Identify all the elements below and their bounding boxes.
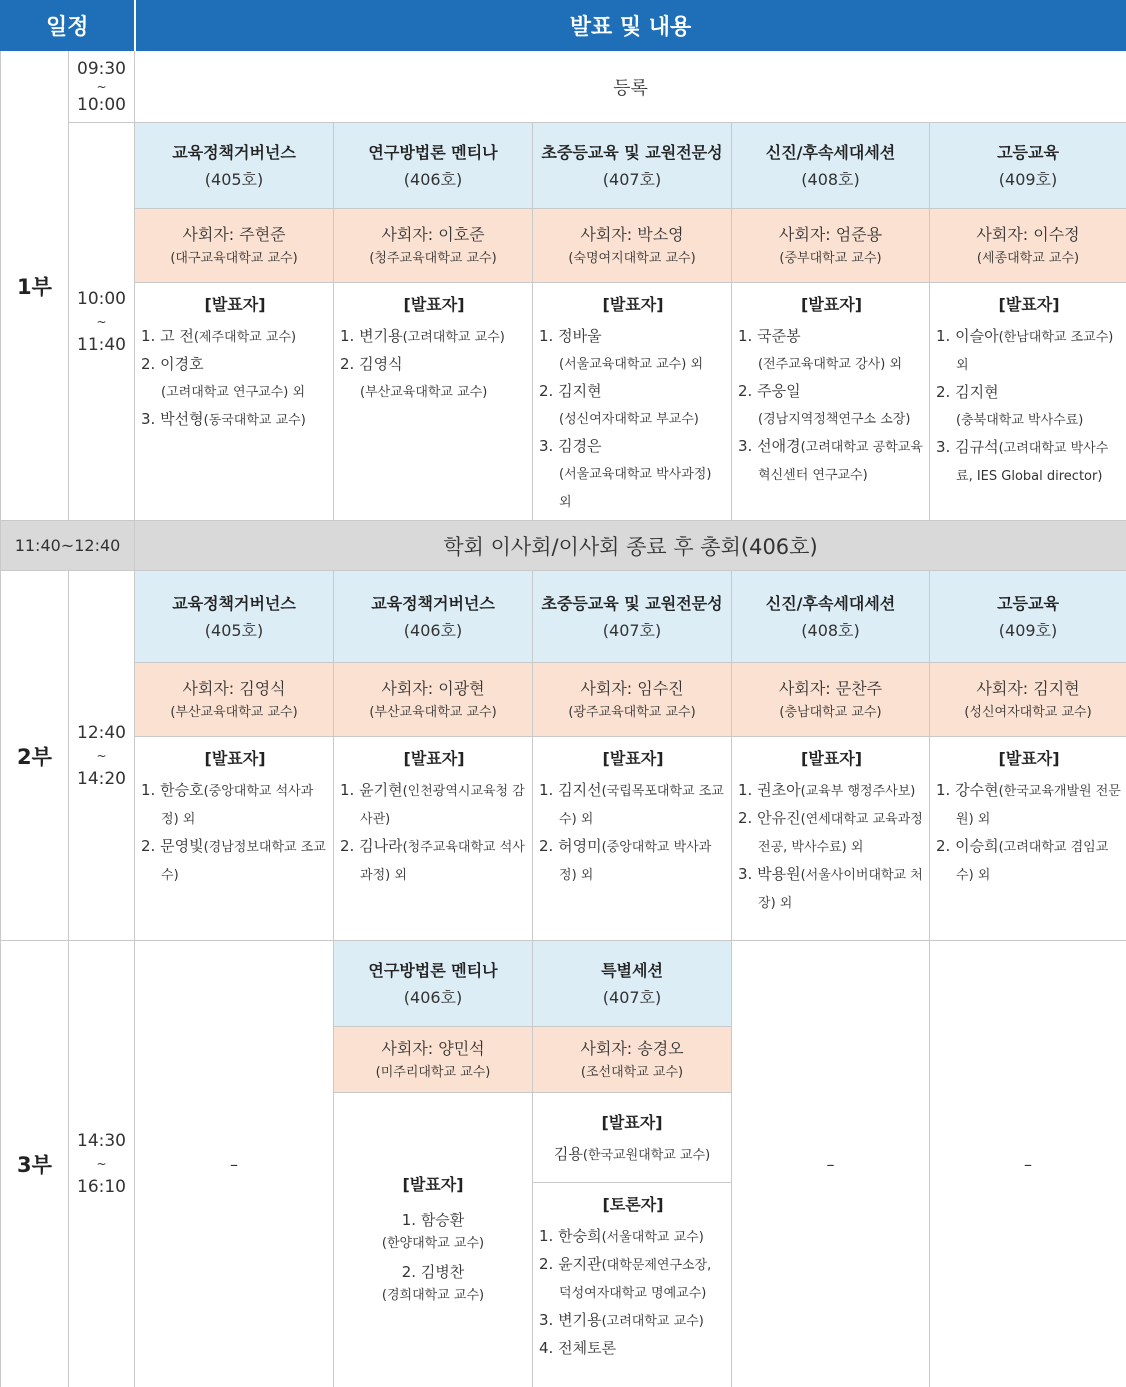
moderator-cell: 사회자: 이수정 (세종대학교 교수) (930, 209, 1126, 283)
presenter-item: 1. 변기용(고려대학교 교수) (340, 327, 505, 345)
moderator-cell: 사회자: 박소영 (숙명여지대학교 교수) (533, 209, 732, 283)
presenter-item: 김용(한국교원대학교 교수) (553, 1144, 711, 1163)
session-header: 특별세션 (407호) (533, 941, 732, 1027)
moderator-cell: 사회자: 송경오 (조선대학교 교수) (533, 1027, 732, 1093)
moderator-cell: 사회자: 이광현 (부산교육대학교 교수) (334, 663, 533, 737)
session-header: 연구방법론 멘티나 (406호) (334, 123, 533, 209)
presenter-cell: [발표자] 1. 권초아(교육부 행정주사보) 2. 안유진(연세대학교 교육과정 전공, 박사수료) 외 3. 박용원(서울사이버대학교 처장) 외 (732, 737, 930, 941)
part1-label: 1부 (1, 51, 69, 521)
presenter-item: 3. 선애경(고려대학교 공학교육혁신센터 연구교수) (738, 437, 923, 483)
presenter-item: 2. 허영미(중앙대학교 박사과정) 외 (539, 837, 712, 883)
part3-label: 3부 (1, 941, 69, 1387)
session-header: 고등교육 (409호) (930, 123, 1126, 209)
empty-session-cell: – (135, 941, 334, 1387)
part2-label: 2부 (1, 571, 69, 941)
presenter-item: 2. 안유진(연세대학교 교육과정 전공, 박사수료) 외 (738, 809, 923, 855)
break-text: 학회 이사회/이사회 종료 후 총회(406호) (135, 521, 1126, 571)
moderator-cell: 사회자: 엄준용 (중부대학교 교수) (732, 209, 930, 283)
moderator-cell: 사회자: 김지현 (성신여자대학교 교수) (930, 663, 1126, 737)
session-header: 교육정책거버넌스 (405호) (135, 123, 334, 209)
moderator-cell: 사회자: 양민석 (미주리대학교 교수) (334, 1027, 533, 1093)
discussant-item: 2. 윤지관(대학문제연구소장, 덕성여자대학교 명예교수) (539, 1255, 712, 1301)
moderator-cell: 사회자: 문찬주 (충남대학교 교수) (732, 663, 930, 737)
presenter-cell: [발표자] 1. 함승환 (한양대학교 교수) 2. 김병찬 (경희대학교 교수) (334, 1093, 533, 1387)
session-header: 신진/후속세대세션 (408호) (732, 571, 930, 663)
session-header: 신진/후속세대세션 (408호) (732, 123, 930, 209)
part1-reg-time: 09:30 ~ 10:00 (69, 51, 135, 123)
presenter-cell: [발표자] 1. 이슬아(한남대학교 조교수) 외 2. 김지현 (충북대학교 박사수료) 3. 김규석(고려대학교 박사수료, IES Global director) (930, 283, 1126, 521)
presenter-cell: [발표자] 1. 정바울 (서울교육대학교 교수) 외 2. 김지현 (성신여자대학교 부교수) 3. 김경은 (서울교육대학교 박사과정) 외 (533, 283, 732, 521)
presenter-item: 3. 김규석(고려대학교 박사수료, IES Global director) (936, 438, 1109, 484)
discussant-cell: [토론자] 1. 한숭희(서울대학교 교수) 2. 윤지관(대학문제연구소장, 덕성여자대학교 명예교수) 3. 변기용(고려대학교 교수) 4. 전체토론 (533, 1183, 732, 1387)
presenter-cell: [발표자] 1. 고 전(제주대학교 교수) 2. 이경호 (고려대학교 연구교수) 외 3. 박선형(동국대학교 교수) (135, 283, 334, 521)
presenter-cell: [발표자] 1. 변기용(고려대학교 교수) 2. 김영식 (부산교육대학교 교수) (334, 283, 533, 521)
discussant-item: 4. 전체토론 (539, 1339, 617, 1357)
discussant-item: 3. 변기용(고려대학교 교수) (539, 1311, 704, 1329)
presenter-cell: [발표자] 1. 한승호(중앙대학교 석사과정) 외 2. 문영빛(경남정보대학교 조교수) (135, 737, 334, 941)
presenter-item: 2. 이경호 (고려대학교 연구교수) 외 (141, 355, 306, 400)
moderator-cell: 사회자: 임수진 (광주교육대학교 교수) (533, 663, 732, 737)
presenter-item: 1. 정바울 (서울교육대학교 교수) 외 (539, 327, 704, 372)
session-header: 초중등교육 및 교원전문성 (407호) (533, 123, 732, 209)
part1-time: 10:00 ~ 11:40 (69, 123, 135, 521)
presenter-item: 2. 김영식 (부산교육대학교 교수) (340, 355, 488, 400)
presenter-item: 2. 김지현 (충북대학교 박사수료) (936, 383, 1084, 428)
discussant-item: 1. 한숭희(서울대학교 교수) (539, 1227, 704, 1245)
presenter-item: 1. 한승호(중앙대학교 석사과정) 외 (141, 781, 314, 827)
moderator-cell: 사회자: 김영식 (부산교육대학교 교수) (135, 663, 334, 737)
presenter-item: 1. 김지선(국립목포대학교 조교수) 외 (539, 781, 724, 827)
header-schedule: 일정 (1, 1, 135, 51)
presenter-item: 2. 이승희(고려대학교 겸임교수) 외 (936, 837, 1109, 883)
presenter-cell: [발표자] 1. 국준봉 (전주교육대학교 강사) 외 2. 주웅일 (경남지역정책연구소 소장) 3. 선애경(고려대학교 공학교육혁신센터 연구교수) (732, 283, 930, 521)
presenter-item: 3. 박선형(동국대학교 교수) (141, 410, 306, 428)
presenter-item: 1. 국준봉 (전주교육대학교 강사) 외 (738, 327, 903, 372)
presenter-item: 2. 주웅일 (경남지역정책연구소 소장) (738, 382, 911, 427)
registration-cell: 등록 (135, 51, 1126, 123)
part3-time: 14:30 ~ 16:10 (69, 941, 135, 1387)
moderator-cell: 사회자: 이호준 (청주교육대학교 교수) (334, 209, 533, 283)
session-header: 교육정책거버넌스 (406호) (334, 571, 533, 663)
presenter-item: 1. 권초아(교육부 행정주사보) (738, 781, 916, 799)
header-content: 발표 및 내용 (135, 1, 1126, 51)
moderator-cell: 사회자: 주현준 (대구교육대학교 교수) (135, 209, 334, 283)
presenter-cell: [발표자] 1. 김지선(국립목포대학교 조교수) 외 2. 허영미(중앙대학교 박사과정) 외 (533, 737, 732, 941)
presenter-item: 2. 김나라(청주교육대학교 석사과정) 외 (340, 837, 525, 883)
presenter-item: 2. 문영빛(경남정보대학교 조교수) (141, 837, 326, 883)
presenter-item: 1. 함승환 (401, 1211, 465, 1230)
presenter-item: 3. 김경은 (서울교육대학교 박사과정) 외 (539, 437, 712, 510)
presenter-item: 3. 박용원(서울사이버대학교 처장) 외 (738, 865, 923, 911)
presenter-item: 2. 김병찬 (401, 1263, 465, 1282)
presenter-cell: [발표자] 김용(한국교원대학교 교수) (533, 1093, 732, 1183)
part2-time: 12:40 ~ 14:20 (69, 571, 135, 941)
presenter-item: 1. 강수현(한국교육개발원 전문원) 외 (936, 781, 1121, 827)
presenter-item: 1. 고 전(제주대학교 교수) (141, 327, 297, 345)
session-header: 초중등교육 및 교원전문성 (407호) (533, 571, 732, 663)
presenter-item: 1. 윤기현(인천광역시교육청 감사관) (340, 781, 525, 827)
presenter-cell: [발표자] 1. 강수현(한국교육개발원 전문원) 외 2. 이승희(고려대학교 겸임교수) 외 (930, 737, 1126, 941)
session-header: 고등교육 (409호) (930, 571, 1126, 663)
empty-session-cell: – (732, 941, 930, 1387)
presenter-item: 1. 이슬아(한남대학교 조교수) 외 (936, 327, 1114, 373)
empty-session-cell: – (930, 941, 1126, 1387)
presenter-cell: [발표자] 1. 윤기현(인천광역시교육청 감사관) 2. 김나라(청주교육대학교 석사과정) 외 (334, 737, 533, 941)
session-header: 교육정책거버넌스 (405호) (135, 571, 334, 663)
break-time: 11:40~12:40 (1, 521, 135, 571)
session-header: 연구방법론 멘티나 (406호) (334, 941, 533, 1027)
presenter-item: 2. 김지현 (성신여자대학교 부교수) (539, 382, 699, 427)
